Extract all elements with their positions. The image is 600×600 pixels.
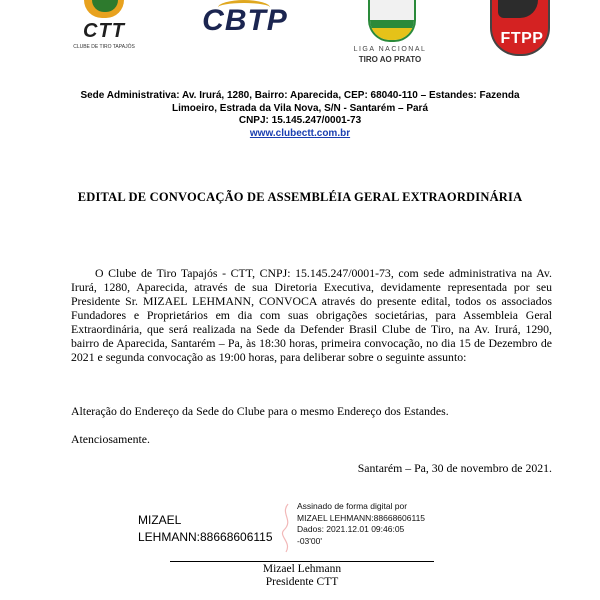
signer-role: Presidente CTT [265, 576, 339, 588]
digital-signature-details [297, 501, 425, 547]
ctt-logo-subtitle: CLUBE DE TIRO TAPAJÓS [73, 44, 135, 50]
digital-signature-name [138, 512, 273, 546]
subject-paragraph: Alteração do Endereço da Sede do Clube para o mesmo Endereço dos Estandes. [71, 404, 449, 418]
liga-logo-line1: LIGA NACIONAL [353, 46, 427, 53]
main-paragraph: O Clube de Tiro Tapajós - CTT, CNPJ: 15.145.247/0001-73, com sede administrativa na Av. Irurá, 1280, Aparecida, através de sua Diretoria Executiva, devidamente representada por seu Presidente Sr. MIZAEL LEHMANN, CONVOCA através do presente edital, todos os associados Fundadores e Proprietários em dia com suas obrigações societárias, para Assembleia Geral Extraordinária, que será realizada na Sede da Defender Brasil Clube de Tiro, na Av. Irurá, 1290, bairro de Aparecida, Santarém – Pa, às 18:30 horas, primeira convocação, no dia 15 de Dezembro de 2021 e segunda convocação as 19:00 horas, para deliberar sobre o seguinte assunto: [71, 266, 552, 364]
signature-name-line-2: LEHMANN:88668606115 [138, 530, 273, 544]
letterhead-address [40, 90, 560, 140]
ctt-emblem-icon [84, 0, 124, 18]
ctt-logo [72, 0, 136, 56]
signature-detail-line-1: Assinado de forma digital por [297, 501, 408, 511]
signature-detail-line-3: Dados: 2021.12.01 09:46:05 [297, 524, 405, 534]
closing-text: Atenciosamente. [71, 432, 150, 446]
website-link[interactable]: www.clubectt.com.br [249, 127, 351, 139]
signature-detail-line-2: MIZAEL LEHMANN:88668606115 [297, 512, 426, 523]
ftpp-logo-word: FTPP [500, 30, 544, 47]
logo-bar [0, 0, 600, 70]
signature-detail-line-4: -03'00' [297, 535, 322, 546]
ctt-logo-word: CTT [83, 20, 125, 42]
ftpp-shield-icon [490, 0, 550, 56]
liga-logo-line2: TIRO AO PRATO [358, 55, 422, 64]
liga-nacional-logo [350, 0, 430, 66]
signature-line [170, 561, 434, 562]
signature-stamp-icon [276, 500, 298, 560]
address-line-1: Sede Administrativa: Av. Irurá, 1280, Bairro: Aparecida, CEP: 68040-110 – Estandes: Fazenda [80, 90, 520, 101]
cbtp-logo [200, 0, 290, 48]
signer-block [170, 563, 434, 589]
signer-name: Mizael Lehmann [262, 563, 342, 575]
cbtp-logo-word: CBTP [202, 4, 288, 37]
date-line: Santarém – Pa, 30 de novembro de 2021. [357, 461, 552, 475]
address-line-2: Limoeiro, Estrada da Vila Nova, S/N - Santarém – Pará [171, 102, 429, 114]
document-title: EDITAL DE CONVOCAÇÃO DE ASSEMBLÉIA GERAL EXTRAORDINÁRIA [77, 190, 523, 204]
cnpj-line: CNPJ: 15.145.247/0001-73 [238, 115, 362, 126]
ftpp-logo [488, 0, 548, 56]
signature-name-line-1: MIZAEL [138, 513, 182, 527]
liga-shield-icon [368, 0, 416, 42]
